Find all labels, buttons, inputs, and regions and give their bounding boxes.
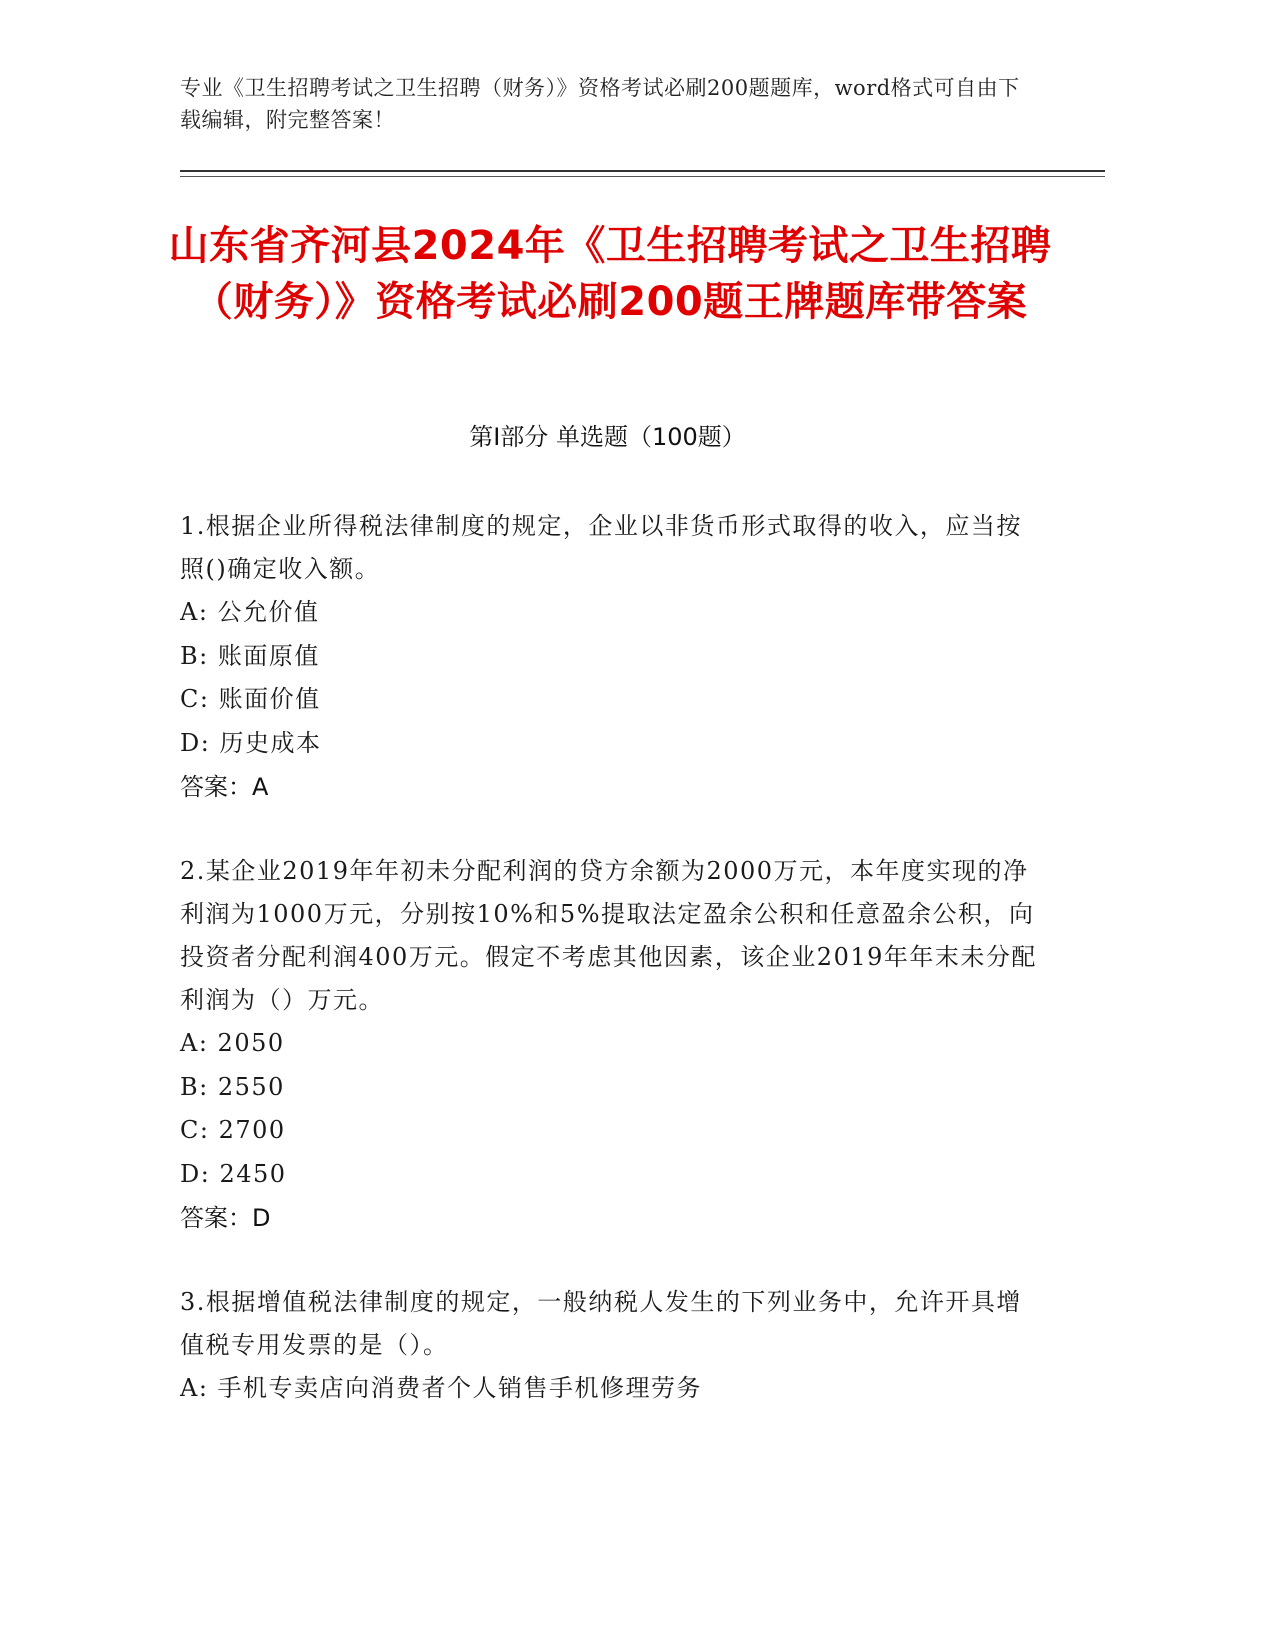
- section-title: 第Ⅰ部分 单选题（100题）: [469, 423, 746, 451]
- option-a: A: 公允价值: [180, 598, 320, 626]
- option-c: C: 账面价值: [180, 685, 321, 713]
- option-a: A: 手机专卖店向消费者个人销售手机修理劳务: [180, 1374, 703, 1402]
- question-stem: 2.某企业2019年年初未分配利润的贷方余额为2000万元，本年度实现的净利润为1000万元，分别按10%和5%提取法定盈余公积和任意盈余公积，向投资者分配利润400万元。假定不考虑其他因素，该企业2019年年末未分配利润为（）万元。: [180, 857, 1037, 1014]
- question-2: [180, 850, 1040, 1241]
- answer: 答案：A: [180, 773, 269, 801]
- header-rule-thin: [180, 176, 1105, 177]
- option-a: A: 2050: [180, 1029, 285, 1057]
- option-c: C: 2700: [180, 1116, 286, 1144]
- question-list: [180, 505, 1040, 1451]
- question-stem: 3.根据增值税法律制度的规定，一般纳税人发生的下列业务中，允许开具增值税专用发票的是（）。: [180, 1288, 1022, 1359]
- option-d: D: 历史成本: [180, 728, 322, 757]
- option-b: B: 2550: [180, 1072, 285, 1101]
- option-d: D: 2450: [180, 1159, 287, 1188]
- question-3: [180, 1281, 1040, 1411]
- document-title: 山东省齐河县2024年《卫生招聘考试之卫生招聘（财务）》资格考试必刷200题王牌题库带答案: [168, 223, 1052, 325]
- header-note: 专业《卫生招聘考试之卫生招聘（财务）》资格考试必刷200题题库，word格式可自由下载编辑，附完整答案！: [180, 76, 1020, 132]
- option-b: B: 账面原值: [180, 641, 320, 670]
- question-1: [180, 505, 1040, 810]
- answer: 答案：D: [180, 1204, 271, 1232]
- question-stem: 1.根据企业所得税法律制度的规定，企业以非货币形式取得的收入，应当按照()确定收入额。: [180, 512, 1022, 583]
- header-rule: [180, 170, 1105, 172]
